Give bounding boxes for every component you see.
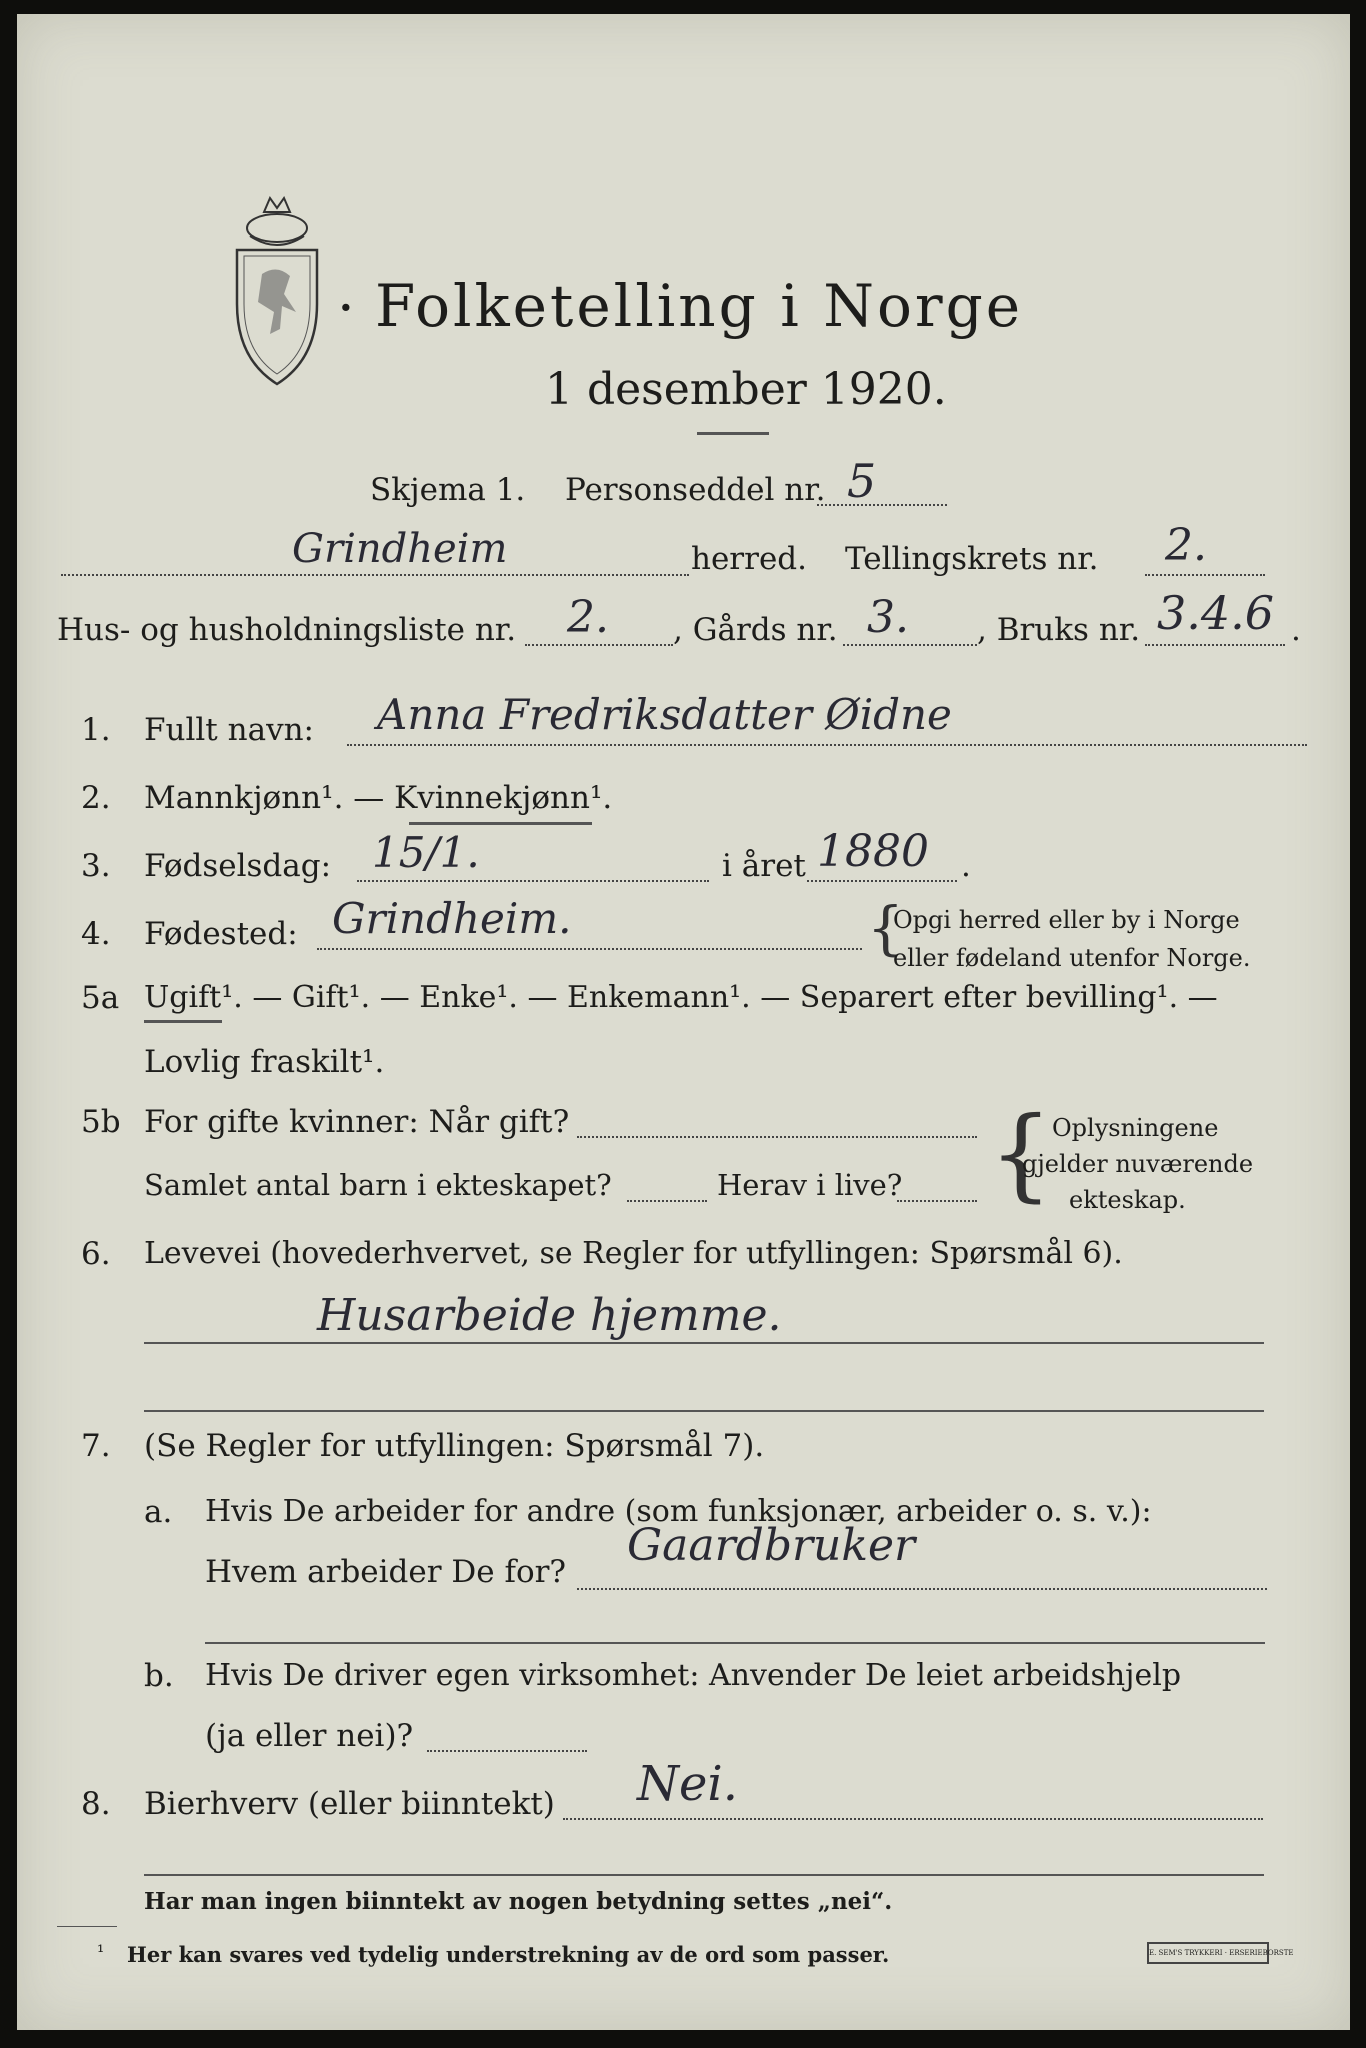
personseddel-line	[817, 504, 947, 506]
tellingskrets-line	[1145, 574, 1265, 576]
q5b-brace: {	[989, 1095, 1053, 1212]
q1-number: 1.	[81, 712, 111, 748]
marital-status-line2: Lovlig fraskilt¹.	[144, 1044, 385, 1080]
hired-help-line[interactable]	[427, 1750, 587, 1752]
hus-label: Hus- og husholdningsliste nr.	[57, 612, 517, 648]
q1-label: Fullt navn:	[144, 712, 314, 748]
employer-line-2	[205, 1642, 1265, 1644]
marital-status-options: Ugift¹. — Gift¹. — Enke¹. — Enkemann¹. — Separert efter bevilling¹. —	[144, 980, 1218, 1015]
page-title: Folketelling i Norge	[375, 272, 1024, 340]
children-count-label: Samlet antal barn i ekteskapet?	[144, 1168, 612, 1202]
q3-end: .	[961, 848, 971, 884]
bruks-line	[1145, 644, 1285, 646]
tellingskrets-label: Tellingskrets nr.	[845, 541, 1099, 577]
personseddel-value[interactable]: 5	[847, 454, 877, 508]
bruks-label: , Bruks nr.	[977, 612, 1141, 648]
q4-note-line1: Opgi herred eller by i Norge	[893, 906, 1240, 934]
tellingskrets-value[interactable]: 2.	[1165, 520, 1207, 571]
q5b-note-line2: gjelder nuværende	[1022, 1150, 1254, 1178]
occupation-line-2	[144, 1410, 1264, 1412]
q2-number: 2.	[81, 780, 111, 816]
occupation-label: Levevei (hovederhvervet, se Regler for utfyllingen: Spørsmål 6).	[144, 1236, 1123, 1271]
q7a-line1: Hvis De arbeider for andre (som funksjonær, arbeider o. s. v.):	[205, 1494, 1152, 1529]
herred-label: herred.	[691, 541, 807, 577]
employer-value[interactable]: Gaardbruker	[627, 1520, 916, 1571]
employer-line	[577, 1588, 1267, 1590]
hus-line	[525, 644, 673, 646]
full-name-value[interactable]: Anna Fredriksdatter Øidne	[377, 690, 952, 739]
q4-number: 4.	[81, 916, 111, 952]
footnote-marker: ¹	[97, 1942, 105, 1963]
hired-help-label: (ja eller nei)?	[205, 1718, 414, 1754]
q5a-number: 5a	[81, 980, 120, 1016]
q7-label: (Se Regler for utfyllingen: Spørsmål 7).	[144, 1428, 765, 1464]
birth-year-value[interactable]: 1880	[817, 826, 929, 877]
q4-label: Fødested:	[144, 916, 298, 952]
birth-date-line	[357, 880, 709, 882]
q3-number: 3.	[81, 848, 111, 884]
children-alive-label: Herav i live?	[717, 1168, 903, 1202]
gards-label: , Gårds nr.	[673, 612, 838, 648]
hus-value[interactable]: 2.	[567, 592, 609, 643]
married-when-label: For gifte kvinner: Når gift?	[144, 1104, 570, 1140]
q7b-line1: Hvis De driver egen virksomhet: Anvender De leiet arbeidshjelp	[205, 1658, 1182, 1693]
herred-value[interactable]: Grindheim	[292, 526, 508, 572]
herred-line	[61, 574, 689, 576]
side-income-value[interactable]: Nei.	[637, 1756, 739, 1812]
side-income-line-2	[144, 1874, 1264, 1876]
title-divider	[697, 432, 769, 435]
bruks-end: .	[1291, 612, 1301, 648]
married-when-line[interactable]	[577, 1136, 977, 1138]
personseddel-label: Personseddel nr.	[565, 472, 826, 508]
kvinnekjonn-underline	[409, 822, 592, 825]
q7-number: 7.	[81, 1428, 111, 1464]
side-income-line	[563, 1818, 1263, 1820]
q4-brace: {	[867, 894, 904, 962]
q5b-number: 5b	[81, 1104, 121, 1140]
gards-value[interactable]: 3.	[867, 592, 909, 643]
children-alive-line[interactable]	[897, 1200, 977, 1202]
skjema-label: Skjema 1.	[370, 472, 526, 508]
employer-label: Hvem arbeider De for?	[205, 1554, 567, 1590]
q5b-note-line3: ekteskap.	[1069, 1186, 1186, 1214]
gards-line	[843, 644, 977, 646]
gender-options: Mannkjønn¹. — Kvinnekjønn¹.	[144, 780, 613, 816]
coat-of-arms-icon	[222, 194, 332, 394]
side-income-note: Har man ingen biinntekt av nogen betydning settes „nei“.	[144, 1888, 893, 1915]
printer-stamp: E. SEM'S TRYKKERI · ERSERIEBORSTE	[1147, 1942, 1269, 1964]
birth-year-line	[807, 880, 957, 882]
footnote-rule	[57, 1926, 117, 1927]
ugift-underline	[144, 1020, 222, 1023]
q7a-letter: a.	[144, 1494, 173, 1530]
q6-number: 6.	[81, 1236, 111, 1272]
census-form-page	[17, 14, 1350, 2030]
q8-number: 8.	[81, 1786, 111, 1822]
q4-note-line2: eller fødeland utenfor Norge.	[893, 944, 1251, 972]
q7b-letter: b.	[144, 1658, 174, 1694]
occupation-line-1	[144, 1342, 1264, 1344]
bruks-value[interactable]: 3.4.6	[1157, 586, 1275, 640]
year-label: i året	[722, 848, 806, 884]
q3-label: Fødselsdag:	[144, 848, 332, 884]
q5b-note-line1: Oplysningene	[1052, 1114, 1219, 1142]
birth-date-value[interactable]: 15/1.	[372, 828, 480, 877]
children-count-line[interactable]	[627, 1200, 707, 1202]
birthplace-value[interactable]: Grindheim.	[332, 894, 572, 943]
side-income-label: Bierhverv (eller biinntekt)	[144, 1786, 555, 1822]
full-name-line	[347, 744, 1307, 746]
title-bullet: ·	[337, 276, 355, 341]
census-date: 1 desember 1920.	[545, 364, 947, 415]
footnote-text: Her kan svares ved tydelig understrekning av de ord som passer.	[127, 1942, 890, 1967]
birthplace-line	[317, 948, 862, 950]
occupation-value[interactable]: Husarbeide hjemme.	[317, 1290, 782, 1341]
